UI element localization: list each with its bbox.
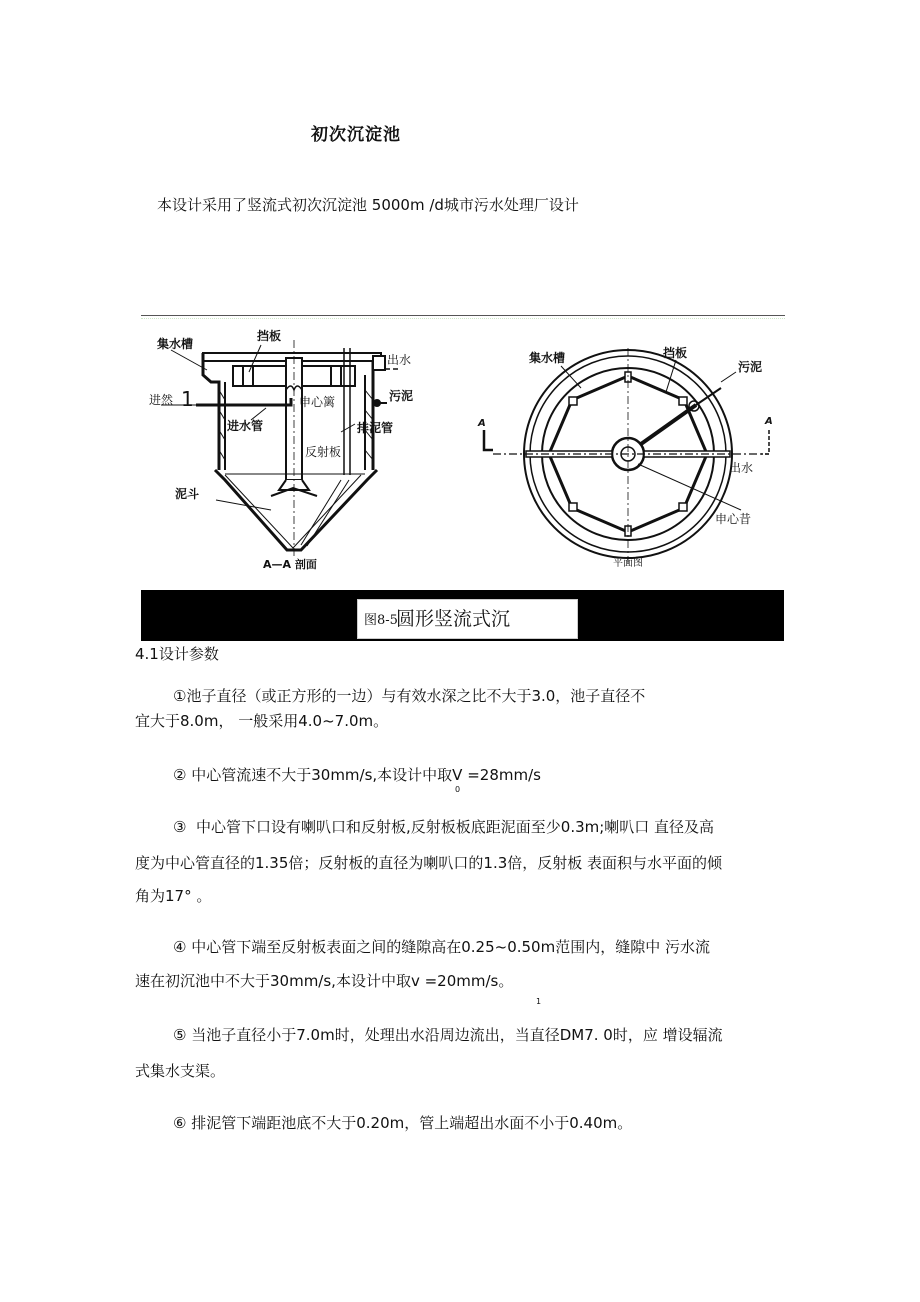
plan-label-center-pipe: 申心昔 <box>715 512 752 526</box>
plan-label-outlet: 出水 <box>729 461 754 475</box>
item-1-line-2: 宜大于8.0m， 一般采用4.0~7.0m。 <box>135 712 389 730</box>
label-reflector: 反射板 <box>305 445 342 459</box>
item-2-subscript: 0 <box>455 785 461 794</box>
intro-text: 本设计采用了竖流式初次沉淀池 5000m /d城市污水处理厂设计 <box>157 196 579 214</box>
plan-label-sludge: 污泥 <box>738 360 763 374</box>
figure-top-rule <box>141 315 785 316</box>
item-5-line-2: 式集水支渠。 <box>135 1062 226 1080</box>
item-2-marker: ② <box>173 766 187 784</box>
item-3-line-1: ③ 中心管下口设有喇叭口和反射板,反射板板底距泥面至少0.3m;喇叭口 直径及高 <box>173 818 715 836</box>
tank-figure <box>141 320 785 588</box>
item-4-line-2: 速在初沉池中不大于30mm/s,本设计中取v =20mm/s。 <box>135 972 514 990</box>
item-1-line-1: ①池子直径（或正方形的一边）与有效水深之比不大于3.0，池子直径不 <box>173 687 646 705</box>
item-6-line-1: ⑥ 排泥管下端距池底不大于0.20m，管上端超出水面不小于0.40m。 <box>173 1114 633 1132</box>
section-view-diagram <box>161 340 401 558</box>
item-3-line-2: 度为中心管直径的1.35倍；反射板的直径为喇叭口的1.3倍，反射板 表面积与水平面的倾 <box>135 854 723 872</box>
document-title: 初次沉淀池 <box>311 125 401 145</box>
label-baffle: 挡板 <box>257 329 282 343</box>
label-hopper: 泥斗 <box>175 487 200 501</box>
section-heading: 4.1设计参数 <box>135 645 219 663</box>
item-2-line-1: ② 中心管流速不大于30mm/s,本设计中取V =28mm/s <box>173 766 541 784</box>
item-5-line-1: ⑤ 当池子直径小于7.0m时，处理出水沿周边流出，当直径DM7. 0时，应 增设辐流 <box>173 1026 723 1044</box>
label-center-pipe: 申心篱 <box>299 395 336 409</box>
label-inlet-marker: 1 <box>181 387 194 411</box>
caption-text: 圆形竖流式沉 <box>396 608 511 630</box>
figure-caption <box>357 599 578 639</box>
label-sludge: 污泥 <box>389 389 414 403</box>
item-4-line-1: ④ 中心管下端至反射板表面之间的缝隙高在0.25~0.50m范围内，缝隙中 污水流 <box>173 938 710 956</box>
item-5-marker: ⑤ <box>173 1026 187 1044</box>
label-section-name: A—A 剖面 <box>263 558 317 571</box>
item-3-marker: ③ <box>173 818 187 836</box>
label-sludge-pipe: 排泥管 <box>357 421 394 435</box>
label-outlet: 出水 <box>387 353 412 367</box>
plan-label-section-left: A <box>478 418 486 429</box>
plan-label-view-name: 平面图 <box>613 558 643 569</box>
plan-label-collection-trough: 集水槽 <box>529 351 566 365</box>
plan-view-diagram <box>484 348 769 564</box>
label-inlet: 进然 <box>149 393 174 407</box>
plan-label-baffle: 挡板 <box>663 346 688 360</box>
item-4-marker: ④ <box>173 938 187 956</box>
item-6-marker: ⑥ <box>173 1114 187 1132</box>
plan-label-section-right: A <box>765 416 773 427</box>
figure-top-rule-dotted <box>141 318 785 319</box>
item-1-marker: ① <box>173 687 187 705</box>
caption-prefix: 图8-5 <box>364 613 398 628</box>
item-3-line-3: 角为17° 。 <box>135 887 212 905</box>
item-4-subscript: 1 <box>536 997 542 1006</box>
label-collection-trough: 集水槽 <box>157 337 194 351</box>
label-inlet-pipe: 进水管 <box>227 419 264 433</box>
